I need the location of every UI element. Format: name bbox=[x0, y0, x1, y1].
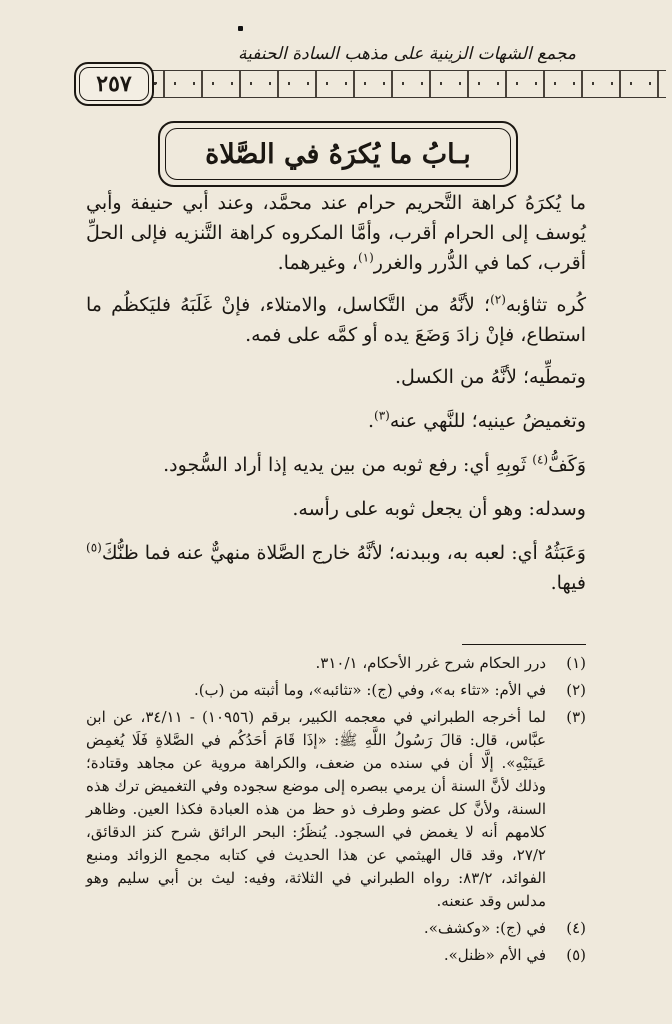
paragraph-2-text-a: كُره تثاؤبه bbox=[505, 294, 586, 316]
footnote-5 bbox=[86, 944, 586, 967]
paragraph-1-text: ما يُكرَهُ كراهة التَّحريم حرام عند محمَّد، وعند أبي حنيفة وأبي يُوسف إلى الحرام أقرب، وأمَّا المكروه كراهة التَّنزيه فإلى الحلِّ أقرب، كما في الدُّرر والغرر bbox=[86, 192, 586, 274]
footnote-number: (٢) bbox=[566, 681, 586, 699]
footnote-ref-1: (١) bbox=[357, 250, 374, 265]
footnote-number: (٣) bbox=[566, 708, 586, 726]
footnote-text: في الأم «ظنل». bbox=[443, 946, 546, 964]
footnote-text: في (ج): «وكشف». bbox=[423, 919, 546, 937]
paragraph-7 bbox=[86, 538, 586, 598]
footnote-ref-4: (٤) bbox=[532, 452, 549, 467]
footnote-ref-3: (٣) bbox=[374, 408, 390, 423]
chapter-title: بـابُ ما يُكرَهُ في الصَّلاة bbox=[205, 138, 471, 170]
footnote-ref-2: (٢) bbox=[490, 292, 506, 307]
paragraph-1 bbox=[86, 188, 586, 278]
paragraph-6: وسدله: وهو أن يجعل ثوبه على رأسه. bbox=[292, 498, 586, 520]
paragraph-7-text-a: وَعَبَثُهُ أي: لعبه به، وببدنه؛ لأنَّهُ خارج الصَّلاة منهيٌّ عنه فما ظنُّكَ bbox=[101, 542, 586, 564]
paragraph-4 bbox=[86, 406, 586, 436]
footnotes bbox=[86, 652, 586, 971]
paragraph-4-text-b: . bbox=[367, 410, 374, 432]
paragraph-4-text-a: وتغميضُ عينيه؛ للنَّهي عنه bbox=[389, 410, 586, 432]
footnote-number: (٤) bbox=[566, 919, 586, 937]
paragraph-2-text-b: ؛ لأنَّهُ من التَّكاسل، والامتلاء، فإنْ غَلَبَهُ فليَكظُم ما استطاع، فإنْ زادَ وَضَعَ يده أو كمَّه على فمه. bbox=[86, 294, 586, 346]
paragraph-5-text-b: ثَوبِهِ أي: رفع ثوبه من بين يديه إذا أراد السُّجود. bbox=[163, 454, 533, 476]
running-title: مجمع الشهات الزينية على مذهب السادة الحنفية bbox=[237, 44, 577, 64]
footnote-2 bbox=[86, 679, 586, 702]
footnote-4 bbox=[86, 917, 586, 940]
footnote-number: (١) bbox=[566, 654, 586, 672]
paragraph-3: وتمطِّيه؛ لأنَّهُ من الكسل. bbox=[394, 366, 586, 388]
paragraph-1-tail: ، وغيرهما. bbox=[277, 252, 358, 274]
footnote-text: لما أخرجه الطبراني في معجمه الكبير، برقم (١٠٩٥٦) - ٣٤/١١، عن ابن عبَّاس، قال: قالَ رَسُولُ اللَّهِ ﷺ: «إذَا قَامَ أحَدُكُم في الصَّلاةِ فَلَا يُغمِض عَينَيْهِ». إلَّا أن في سنده من ضعف، والكراهة مروية عن مجاهد وقتادة؛ وذلك لأنَّ السنة أن يرمي ببصره إلى موضع سجوده وفي التغميض ترك هذه السنة، ولأنَّ كل عضو وطرف ذو حظ من هذه العبادة فكذا العين. وظاهر كلامهم أنه لا يغمض في السجود. يُنظَرُ: البحر الرائق شرح كنز الدقائق، ٢٧/٢، وقد قال الهيثمي عن هذا الحديث في كتابه مجمع الزوائد ومنبع الفوائد، ٨٣/٢: رواه الطبراني في الثلاثة، وفيه: ليث بن أبي سليم وهو مدلس وقد عنعنه. bbox=[86, 708, 546, 910]
footnote-ref-5: (٥) bbox=[86, 540, 102, 555]
footnote-1 bbox=[86, 652, 586, 675]
paragraph-7-text-b: فيها. bbox=[550, 572, 586, 594]
chapter-title-frame bbox=[158, 121, 518, 187]
footnote-text: في الأم: «تثاء به»، وفي (ج): «تثائبه»، وما أثبته من (ب). bbox=[193, 681, 546, 699]
paragraph-2 bbox=[86, 290, 586, 350]
header-ornament bbox=[145, 70, 666, 98]
page-number-text: ٢٥٧ bbox=[96, 71, 132, 97]
page-number bbox=[74, 62, 154, 106]
paragraph-5 bbox=[86, 450, 586, 480]
print-mark bbox=[238, 26, 243, 31]
main-text bbox=[86, 188, 586, 610]
footnote-divider bbox=[462, 644, 586, 645]
footnote-3 bbox=[86, 706, 586, 913]
footnote-text: درر الحكام شرح غرر الأحكام، ٣١٠/١. bbox=[315, 654, 546, 672]
footnote-number: (٥) bbox=[566, 946, 586, 964]
paragraph-5-text-a: وَكَفُّ bbox=[548, 454, 586, 476]
